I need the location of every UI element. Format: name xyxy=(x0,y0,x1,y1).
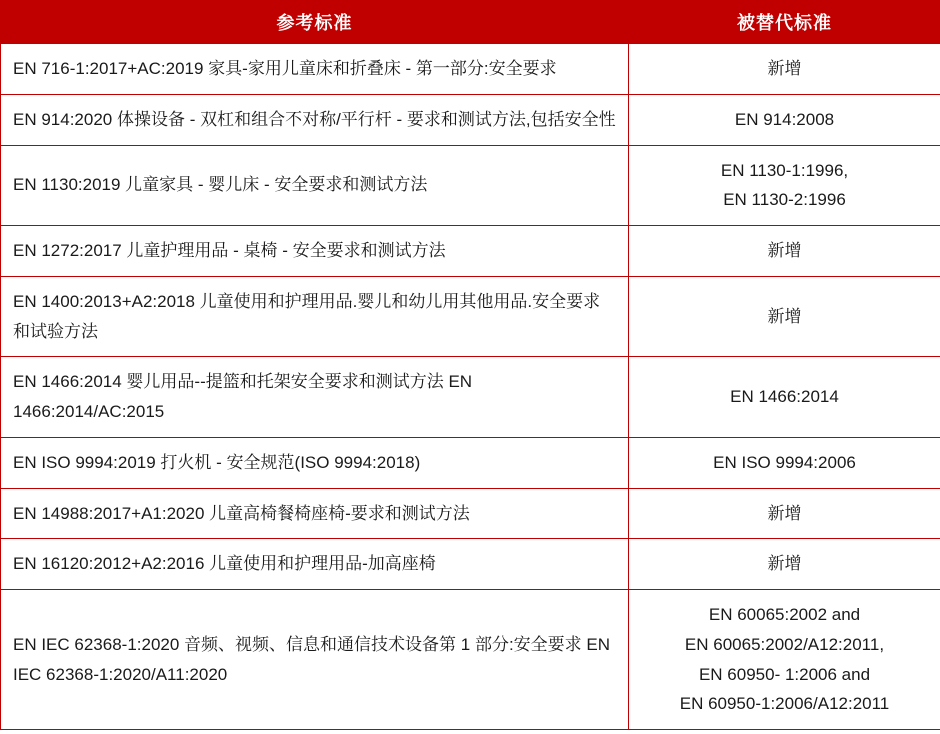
superseded-line: 新增 xyxy=(767,554,802,574)
column-header-superseded: 被替代标准 xyxy=(629,1,940,44)
superseded-standard-cell xyxy=(629,488,940,539)
superseded-line: 新增 xyxy=(767,503,802,523)
superseded-standard-cell xyxy=(629,44,940,95)
superseded-line: EN 60950- 1:2006 and xyxy=(698,664,871,684)
superseded-line: EN 1130-1:1996, xyxy=(720,160,849,180)
superseded-standard-cell xyxy=(629,226,940,277)
table-row xyxy=(1,590,940,730)
reference-standard-cell: EN 716-1:2017+AC:2019 家具-家用儿童床和折叠床 - 第一部分:安全要求 xyxy=(1,44,629,95)
table-header xyxy=(1,1,940,44)
reference-standard-cell: EN 1466:2014 婴儿用品--提篮和托架安全要求和测试方法 EN 1466:2014/AC:2015 xyxy=(1,357,629,438)
superseded-line: EN 1130-2:1996 xyxy=(723,190,846,210)
table-row xyxy=(1,226,940,277)
superseded-line: 新增 xyxy=(767,306,802,326)
column-header-reference: 参考标准 xyxy=(1,1,629,44)
reference-standard-cell: EN 1272:2017 儿童护理用品 - 桌椅 - 安全要求和测试方法 xyxy=(1,226,629,277)
table-body xyxy=(1,44,940,730)
superseded-standard-cell xyxy=(629,94,940,145)
superseded-line: EN ISO 9994:2006 xyxy=(713,452,856,472)
table-row xyxy=(1,145,940,226)
table-row xyxy=(1,276,940,357)
superseded-line: EN 60950-1:2006/A12:2011 xyxy=(679,694,890,714)
reference-standard-cell: EN 16120:2012+A2:2016 儿童使用和护理用品-加高座椅 xyxy=(1,539,629,590)
table-row xyxy=(1,94,940,145)
superseded-standard-cell xyxy=(629,539,940,590)
table-row xyxy=(1,357,940,438)
superseded-line: 新增 xyxy=(767,241,802,260)
table-header-row xyxy=(1,1,940,44)
table-row xyxy=(1,488,940,539)
table-row xyxy=(1,437,940,488)
superseded-standard-cell xyxy=(629,357,940,438)
reference-standard-cell: EN 1130:2019 儿童家具 - 婴儿床 - 安全要求和测试方法 xyxy=(1,145,629,226)
superseded-standard-cell xyxy=(629,276,940,357)
superseded-line: 新增 xyxy=(767,59,802,78)
reference-standard-cell: EN ISO 9994:2019 打火机 - 安全规范(ISO 9994:2018) xyxy=(1,437,629,488)
reference-standard-cell: EN IEC 62368-1:2020 音频、视频、信息和通信技术设备第 1 部分:安全要求 EN IEC 62368-1:2020/A11:2020 xyxy=(1,590,629,730)
table-row xyxy=(1,44,940,95)
reference-standard-cell: EN 1400:2013+A2:2018 儿童使用和护理用品.婴儿和幼儿用其他用品.安全要求和试验方法 xyxy=(1,276,629,357)
superseded-standard-cell xyxy=(629,145,940,226)
superseded-standard-cell xyxy=(629,437,940,488)
superseded-line: EN 60065:2002/A12:2011, xyxy=(684,634,885,654)
reference-standard-cell: EN 914:2020 体操设备 - 双杠和组合不对称/平行杆 - 要求和测试方法,包括安全性 xyxy=(1,94,629,145)
superseded-line: EN 60065:2002 and xyxy=(708,605,861,624)
superseded-standard-cell xyxy=(629,590,940,730)
superseded-line: EN 1466:2014 xyxy=(730,387,839,407)
superseded-line: EN 914:2008 xyxy=(734,109,835,129)
reference-standard-cell: EN 14988:2017+A1:2020 儿童高椅餐椅座椅-要求和测试方法 xyxy=(1,488,629,539)
table-row xyxy=(1,539,940,590)
